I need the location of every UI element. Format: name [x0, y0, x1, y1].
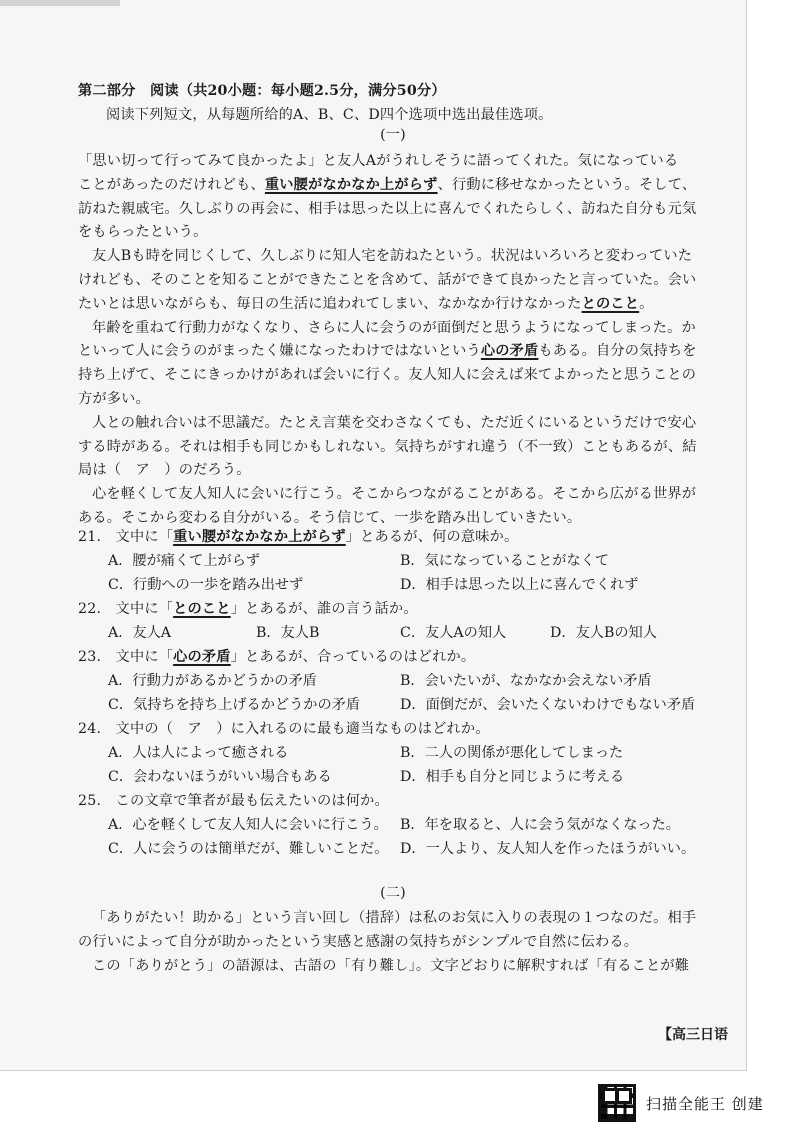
q23-option-b: B．会いたいが、なかなか会えない矛盾 — [400, 673, 652, 689]
question-21: 21. 文中に「重い腰がなかなか上がらず」とあるが、何の意味か。 — [78, 529, 519, 545]
p3-line-1: 年齢を重ねて行動力がなくなり、さらに人に会うのが面倒だと思うようになってしまった。か — [92, 319, 696, 336]
p1-line-3: 訪ねた親戚宅。久しぶりの再会に、相手は思った以上に喜んでくれたらしく、訪ねた自分も元気 — [78, 200, 697, 217]
p4-line-1: 人との触れ合いは不思議だ。たとえ言葉を交わさなくても、ただ近くにいるというだけで安心 — [92, 414, 697, 431]
q21-option-c: C．行動への一歩を踏み出せず — [108, 577, 304, 593]
p1-line-2: ことがあったのだけれども、重い腰がなかなか上がらず、行動に移せなかったという。そして、 — [78, 176, 697, 193]
p4-line-2: する時がある。それは相手も同じかもしれない。気持ちがすれ違う（不一致）こともあるが、結 — [78, 438, 697, 455]
scan-edge-mark — [0, 0, 120, 6]
q21-option-a: A．腰が痛くて上がらず — [108, 553, 261, 569]
passage-2-heading: (二) — [380, 885, 406, 901]
q25-option-d: D．一人より、友人知人を作ったほうがいい。 — [400, 841, 696, 857]
question-22: 22. 文中に「とのこと」とあるが、誰の言う話か。 — [78, 601, 418, 617]
section-title: 第二部分 阅读（共20小题：每小题2.5分，满分50分） — [78, 83, 446, 99]
underlined-phrase-22: とのこと — [581, 295, 640, 312]
p1-line-4: をもらったという。 — [78, 224, 208, 241]
passage-2-line-1: 「ありがたい！助かる」という言い回し（措辞）は私のお気に入りの表現の１つなのだ。相手 — [92, 910, 697, 926]
passage-2 — [78, 882, 708, 978]
scanner-brand-watermark: 扫描全能王 创建 — [646, 1095, 764, 1113]
p5-line-2: ある。そこから変わる自分がいる。そう信じて、一歩を踏み出していきたい。 — [78, 509, 582, 526]
section-header — [78, 80, 708, 124]
underlined-phrase-23: 心の矛盾 — [480, 343, 539, 360]
passage-2-line-2: の行いによって自分が助かったという実感と感謝の気持ちがシンプルで自然に伝わる。 — [78, 934, 639, 950]
q21-option-d: D．相手は思った以上に喜んでくれず — [400, 577, 639, 593]
underlined-phrase-21: 重い腰がなかなか上がらず — [264, 176, 438, 193]
question-25: 25. この文章で筆者が最も伝えたいのは何か。 — [78, 793, 389, 809]
p3-line-3: 持ち上げて、そこにきっかけがあれば会いに行く。友人知人に会えば来てよかったと思うことの — [78, 367, 697, 384]
passage-2-line-3: この「ありがとう」の語源は、古語の「有り難し」。文字どおりに解釈すれば「有ることが難 — [92, 958, 690, 974]
qr-code-icon — [598, 1084, 636, 1122]
q22-option-b: B．友人B — [256, 625, 320, 641]
q24-option-c: C．会わないほうがいい場合もある — [108, 769, 332, 785]
page-footer-label: 【高三日语 — [658, 1027, 742, 1043]
q22-option-c: C．友人Aの知人 — [400, 625, 507, 641]
q24-option-a: A．人は人によって癒される — [108, 745, 289, 761]
passage-1 — [78, 124, 708, 531]
q23-option-d: D．面倒だが、会いたくないわけでもない矛盾 — [400, 697, 696, 713]
q22-option-a: A．友人A — [108, 625, 172, 641]
p2-line-1: 友人Bも時を同じくして、久しぶりに知人宅を訪ねたという。状況はいろいろと変わっていた — [92, 248, 693, 265]
passage-1-body — [78, 150, 708, 531]
questions-21-25 — [78, 526, 708, 866]
passage-2-body — [78, 906, 708, 978]
q25-option-c: C．人に会うのは簡単だが、難しいことだ。 — [108, 841, 389, 857]
q22-option-d: D．友人Bの知人 — [550, 625, 657, 641]
p5-line-1: 心を軽くして友人知人に会いに行こう。そこからつながることがある。そこから広がる世界が — [92, 486, 697, 503]
q24-option-d: D．相手も自分と同じように考える — [400, 769, 625, 785]
p2-line-3: たいとは思いながらも、毎日の生活に追われてしまい、なかなか行けなかったとのこと。 — [78, 295, 654, 312]
question-24: 24. 文中の（ ア ）に入れるのに最も適当なものはどれか。 — [78, 721, 490, 737]
p3-line-4: 方が多い。 — [78, 390, 150, 407]
p1-line-1: 「思い切って行ってみて良かったよ」と友人Aがうれしそうに語ってくれた。気になっている — [78, 153, 679, 169]
passage-1-heading: (一) — [380, 127, 406, 143]
p3-line-2: といって人に会うのがまったく嫌になったわけではないという心の矛盾もある。自分の気持ちを — [78, 343, 697, 360]
section-instruction: 阅读下列短文，从每题所给的A、B、C、D四个选项中选出最佳选项。 — [106, 107, 553, 123]
q23-option-a: A．行動力があるかどうかの矛盾 — [108, 673, 317, 689]
q25-option-b: B．年を取ると、人に会う気がなくなった。 — [400, 817, 680, 833]
p4-line-3: 局は（ ア ）のだろう。 — [78, 462, 251, 479]
question-23: 23. 文中に「心の矛盾」とあるが、合っているのはどれか。 — [78, 649, 476, 665]
q21-option-b: B．気になっていることがなくて — [400, 553, 610, 569]
p2-line-2: けれども、そのことを知ることができたことを含めて、話ができて良かったと言っていた。会い — [78, 271, 697, 288]
q24-option-b: B．二人の関係が悪化してしまった — [400, 745, 624, 761]
q25-option-a: A．心を軽くして友人知人に会いに行こう。 — [108, 817, 388, 833]
q23-option-c: C．気持ちを持ち上げるかどうかの矛盾 — [108, 697, 361, 713]
